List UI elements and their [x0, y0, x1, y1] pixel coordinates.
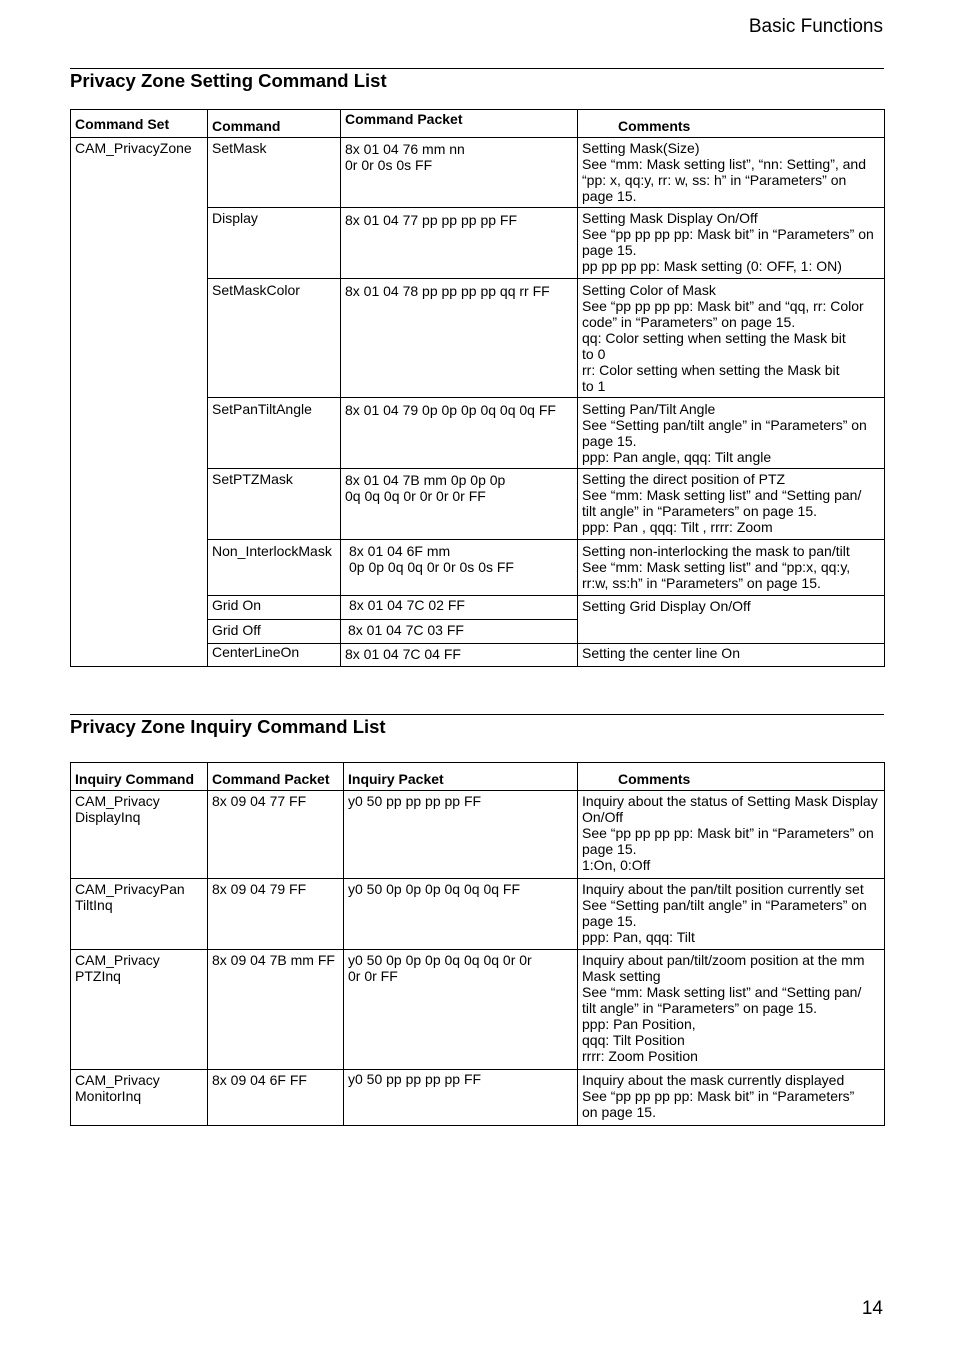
inquiry-command-cell: CAM_PrivacyPan TiltInq — [71, 879, 208, 950]
command-packet-cell: 8x 09 04 7B mm FF — [208, 950, 344, 1070]
table-row — [71, 950, 885, 1070]
comments-cell: Setting Mask Display On/Off See “pp pp pp pp: Mask bit” in “Parameters” on page 15. pp pp pp pp: Mask setting (0: OFF, 1: ON) — [578, 208, 885, 279]
comments-cell: Setting the center line On — [578, 644, 885, 667]
setting-section-title: Privacy Zone Setting Command List — [70, 70, 387, 91]
packet-cell: 8x 01 04 7C 04 FF — [341, 644, 578, 667]
inquiry-command-cell: CAM_Privacy DisplayInq — [71, 791, 208, 879]
privacy-zone-inquiry-table — [70, 762, 885, 1126]
comments-cell: Setting the direct position of PTZ See “mm: Mask setting list” and “Setting pan/ tilt angle” in “Parameters” on page 15. ppp: Pan , qqq: Tilt , rrrr: Zoom — [578, 469, 885, 540]
inquiry-section-title: Privacy Zone Inquiry Command List — [70, 716, 386, 737]
table-row — [71, 138, 885, 208]
comments-cell: Inquiry about the mask currently displayed See “pp pp pp pp: Mask bit” in “Parameters” on page 15. — [578, 1070, 885, 1126]
comments-cell: Inquiry about pan/tilt/zoom position at the mm Mask setting See “mm: Mask setting list” and “Setting pan/ tilt angle” in “Parameters” on page 15. ppp: Pan Position, qqq: Tilt Position rrrr: Zoom Position — [578, 950, 885, 1070]
command-cell: SetPanTiltAngle — [208, 398, 341, 469]
inquiry-packet-cell: y0 50 pp pp pp pp FF — [344, 791, 578, 879]
comments-cell: Setting Pan/Tilt Angle See “Setting pan/tilt angle” in “Parameters” on page 15. ppp: Pan angle, qqq: Tilt angle — [578, 398, 885, 469]
command-packet-cell: 8x 09 04 77 FF — [208, 791, 344, 879]
column-header: Comments — [578, 763, 885, 791]
command-packet-cell: 8x 09 04 6F FF — [208, 1070, 344, 1126]
privacy-zone-setting-table — [70, 109, 885, 667]
packet-cell: 8x 01 04 79 0p 0p 0p 0q 0q 0q FF — [341, 398, 578, 469]
packet-cell: 8x 01 04 7B mm 0p 0p 0p 0q 0q 0q 0r 0r 0r 0r FF — [341, 469, 578, 540]
column-header: Command Packet — [208, 763, 344, 791]
packet-cell: 8x 01 04 77 pp pp pp pp FF — [341, 208, 578, 279]
packet-cell: 8x 01 04 7C 03 FF — [341, 620, 578, 644]
inquiry-packet-cell: y0 50 0p 0p 0p 0q 0q 0q FF — [344, 879, 578, 950]
comments-cell: Inquiry about the status of Setting Mask Display On/Off See “pp pp pp pp: Mask bit” in “Parameters” on page 15. 1:On, 0:Off — [578, 791, 885, 879]
page-header-title: Basic Functions — [748, 16, 883, 37]
page-number: 14 — [861, 1298, 883, 1319]
column-header: Command Packet — [341, 110, 578, 138]
command-cell: SetMask — [208, 138, 341, 208]
packet-cell: 8x 01 04 76 mm nn 0r 0r 0s 0s FF — [341, 138, 578, 208]
table-row — [71, 879, 885, 950]
packet-cell: 8x 01 04 78 pp pp pp pp qq rr FF — [341, 279, 578, 398]
column-header: Command — [208, 110, 341, 138]
column-header: Inquiry Packet — [344, 763, 578, 791]
table-row — [71, 1070, 885, 1126]
inquiry-command-cell: CAM_Privacy PTZInq — [71, 950, 208, 1070]
command-cell: CenterLineOn — [208, 644, 341, 667]
command-set-cell: CAM_PrivacyZone — [71, 138, 208, 667]
table-row — [71, 791, 885, 879]
comments-cell: Setting non-interlocking the mask to pan/tilt See “mm: Mask setting list” and “pp:x, qq:y, rr:w, ss:h” in “Parameters” on page 15. — [578, 540, 885, 596]
section-divider — [70, 68, 884, 69]
command-cell: Display — [208, 208, 341, 279]
column-header: Command Set — [71, 110, 208, 138]
comments-cell: Inquiry about the pan/tilt position currently set See “Setting pan/tilt angle” in “Parameters” on page 15. ppp: Pan, qqq: Tilt — [578, 879, 885, 950]
inquiry-packet-cell: y0 50 0p 0p 0p 0q 0q 0q 0r 0r 0r 0r FF — [344, 950, 578, 1070]
packet-cell: 8x 01 04 6F mm 0p 0p 0q 0q 0r 0r 0s 0s FF — [341, 540, 578, 596]
column-header: Inquiry Command — [71, 763, 208, 791]
command-cell: Non_InterlockMask — [208, 540, 341, 596]
column-header: Comments — [578, 110, 885, 138]
command-cell: SetMaskColor — [208, 279, 341, 398]
comments-cell: Setting Grid Display On/Off — [578, 596, 885, 644]
command-cell: Grid On — [208, 596, 341, 620]
comments-cell: Setting Color of Mask See “pp pp pp pp: Mask bit” and “qq, rr: Color code” in “Parameters” on page 15. qq: Color setting when setting the Mask bit to 0 rr: Color setting when setting the Mask bit to 1 — [578, 279, 885, 398]
command-cell: Grid Off — [208, 620, 341, 644]
packet-cell: 8x 01 04 7C 02 FF — [341, 596, 578, 620]
command-cell: SetPTZMask — [208, 469, 341, 540]
inquiry-packet-cell: y0 50 pp pp pp pp FF — [344, 1070, 578, 1126]
section-divider — [70, 714, 884, 715]
command-packet-cell: 8x 09 04 79 FF — [208, 879, 344, 950]
comments-cell: Setting Mask(Size) See “mm: Mask setting list”, “nn: Setting”, and “pp: x, qq:y, rr: w, ss: h” in “Parameters” on page 15. — [578, 138, 885, 208]
inquiry-command-cell: CAM_Privacy MonitorInq — [71, 1070, 208, 1126]
